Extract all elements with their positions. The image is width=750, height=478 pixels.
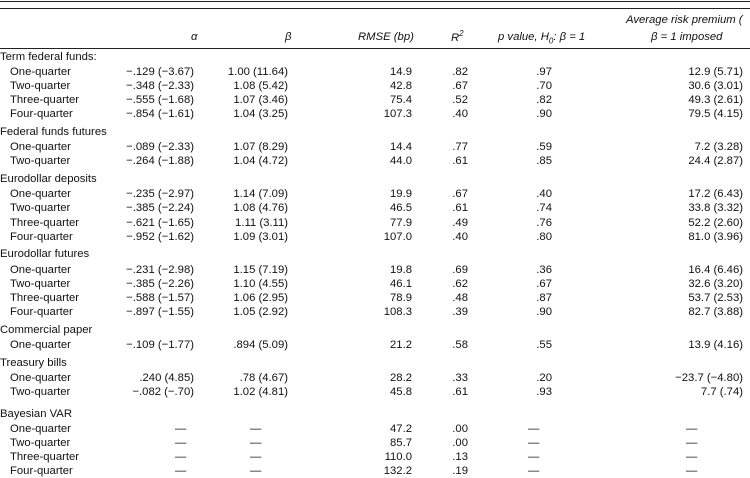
cell-r2: .19 xyxy=(452,464,468,477)
cell-r2: .00 xyxy=(452,436,468,449)
row-label: Four-quarter xyxy=(10,305,73,318)
cell-beta: 1.05 (2.92) xyxy=(233,305,288,318)
row-label: Two-quarter xyxy=(10,385,71,398)
table-row xyxy=(0,93,750,107)
cell-premium: 12.9 (5.71) xyxy=(688,66,743,79)
cell-premium: 81.0 (3.96) xyxy=(688,230,743,243)
cell-pvalue: .74 xyxy=(536,202,552,215)
section-title: Eurodollar deposits xyxy=(0,173,97,186)
table-row xyxy=(0,385,750,399)
cell-beta: — xyxy=(250,436,262,449)
row-label: Two-quarter xyxy=(10,80,71,93)
cell-alpha: −.235 (−2.97) xyxy=(126,188,194,201)
cell-beta: 1.08 (5.42) xyxy=(233,80,288,93)
row-label: Four-quarter xyxy=(10,464,73,477)
section-title: Federal funds futures xyxy=(0,126,107,139)
cell-alpha: — xyxy=(175,450,187,463)
header-alpha: α xyxy=(191,31,198,43)
header-r2 xyxy=(451,29,464,44)
cell-pvalue: .36 xyxy=(536,263,552,276)
cell-r2: .40 xyxy=(452,230,468,243)
cell-rmse: 110.0 xyxy=(384,450,412,463)
cell-alpha: −.854 (−1.61) xyxy=(126,108,194,121)
table-row xyxy=(0,338,750,352)
cell-rmse: 46.5 xyxy=(390,202,412,215)
cell-beta: .894 (5.09) xyxy=(233,338,288,351)
cell-beta: 1.02 (4.81) xyxy=(233,385,288,398)
row-label: One-quarter xyxy=(10,371,71,384)
top-rule-2 xyxy=(0,8,750,9)
row-label: Two-quarter xyxy=(10,436,71,449)
table-row xyxy=(0,450,750,464)
cell-alpha: −.555 (−1.68) xyxy=(126,94,194,107)
cell-premium: 79.5 (4.15) xyxy=(688,108,743,121)
cell-rmse: 75.4 xyxy=(390,94,412,107)
cell-r2: .33 xyxy=(452,371,468,384)
table-row xyxy=(0,154,750,168)
header-pvalue-pre: p value, H xyxy=(498,31,549,43)
cell-beta: 1.11 (3.11) xyxy=(235,216,288,229)
top-rule-1 xyxy=(0,1,750,2)
cell-r2: .62 xyxy=(452,277,468,290)
cell-pvalue: .40 xyxy=(536,188,552,201)
header-pvalue-post: : β = 1 xyxy=(553,31,586,43)
cell-alpha: .240 (4.85) xyxy=(139,371,194,384)
cell-alpha: −.385 (−2.26) xyxy=(126,277,194,290)
cell-premium: — xyxy=(686,450,698,463)
cell-premium: 33.8 (3.32) xyxy=(688,202,743,215)
cell-rmse: 132.2 xyxy=(383,464,412,477)
cell-premium: — xyxy=(686,436,698,449)
cell-rmse: 44.0 xyxy=(390,155,412,168)
cell-r2: .61 xyxy=(452,202,468,215)
cell-premium: 82.7 (3.88) xyxy=(688,305,743,318)
cell-r2: .39 xyxy=(452,305,468,318)
cell-r2: .82 xyxy=(452,66,468,79)
cell-rmse: 77.9 xyxy=(390,216,412,229)
cell-premium: 52.2 (2.60) xyxy=(688,216,743,229)
row-label: One-quarter xyxy=(10,263,71,276)
cell-premium: 49.3 (2.61) xyxy=(688,94,743,107)
cell-premium: — xyxy=(686,464,698,477)
cell-premium: 32.6 (3.20) xyxy=(688,277,743,290)
cell-r2: .00 xyxy=(452,422,468,435)
header-premium-line2: β = 1 imposed xyxy=(651,31,723,43)
cell-rmse: 78.9 xyxy=(390,291,412,304)
cell-pvalue: .97 xyxy=(536,66,552,79)
table-row xyxy=(0,291,750,305)
cell-r2: .40 xyxy=(452,108,468,121)
table-row xyxy=(0,140,750,154)
header-premium-line1: Average risk premium ( xyxy=(626,14,743,26)
cell-pvalue: — xyxy=(528,450,540,463)
table-row xyxy=(0,277,750,291)
table-row xyxy=(0,187,750,201)
cell-rmse: 14.9 xyxy=(390,66,412,79)
cell-premium: 30.6 (3.01) xyxy=(688,80,743,93)
row-label: Two-quarter xyxy=(10,277,71,290)
cell-premium: 13.9 (4.16) xyxy=(688,338,743,351)
header-rule xyxy=(0,48,750,49)
row-label: One-quarter xyxy=(10,422,71,435)
cell-pvalue: .70 xyxy=(536,80,552,93)
cell-pvalue: .67 xyxy=(536,277,552,290)
table-row xyxy=(0,201,750,215)
cell-alpha: −.952 (−1.62) xyxy=(126,230,194,243)
table-row xyxy=(0,371,750,385)
cell-r2: .58 xyxy=(452,338,468,351)
cell-r2: .49 xyxy=(452,216,468,229)
row-label: Two-quarter xyxy=(10,155,71,168)
cell-pvalue: .90 xyxy=(536,305,552,318)
cell-alpha: — xyxy=(175,422,187,435)
cell-premium: 53.7 (2.53) xyxy=(688,291,743,304)
header-rmse: RMSE (bp) xyxy=(358,31,414,43)
cell-pvalue: .20 xyxy=(536,371,552,384)
cell-rmse: 47.2 xyxy=(390,422,412,435)
cell-rmse: 46.1 xyxy=(390,277,412,290)
cell-premium: — xyxy=(686,422,698,435)
cell-beta: 1.15 (7.19) xyxy=(233,263,288,276)
cell-r2: .52 xyxy=(452,94,468,107)
cell-beta: 1.04 (3.25) xyxy=(233,108,288,121)
section-title: Term federal funds: xyxy=(0,51,97,63)
cell-alpha: — xyxy=(175,436,187,449)
cell-pvalue: .93 xyxy=(536,385,552,398)
cell-rmse: 21.2 xyxy=(390,338,412,351)
cell-alpha: −.621 (−1.65) xyxy=(126,216,194,229)
table-row xyxy=(0,230,750,244)
cell-pvalue: — xyxy=(528,422,540,435)
row-label: Three-quarter xyxy=(10,450,80,463)
cell-r2: .67 xyxy=(452,80,468,93)
cell-pvalue: .87 xyxy=(536,291,552,304)
cell-rmse: 108.3 xyxy=(383,305,412,318)
cell-alpha: −.231 (−2.98) xyxy=(126,263,194,276)
cell-alpha: −.129 (−3.67) xyxy=(126,66,194,79)
cell-rmse: 28.2 xyxy=(390,371,412,384)
section-title: Bayesian VAR xyxy=(0,407,73,420)
cell-beta: — xyxy=(250,464,262,477)
header-beta: β xyxy=(285,31,292,43)
row-label: One-quarter xyxy=(10,338,71,351)
row-label: Three-quarter xyxy=(10,291,80,304)
cell-r2: .77 xyxy=(452,141,468,154)
cell-alpha: — xyxy=(175,464,187,477)
cell-alpha: −.385 (−2.24) xyxy=(126,202,194,215)
row-label: One-quarter xyxy=(10,141,71,154)
cell-premium: 17.2 (6.43) xyxy=(688,188,743,201)
cell-pvalue: — xyxy=(528,436,540,449)
cell-rmse: 107.3 xyxy=(383,108,412,121)
row-label: Four-quarter xyxy=(10,230,73,243)
header-r2-base: R xyxy=(451,31,460,44)
cell-rmse: 107.0 xyxy=(383,230,412,243)
table-row xyxy=(0,79,750,93)
cell-pvalue: .85 xyxy=(536,155,552,168)
cell-premium: 16.4 (6.46) xyxy=(688,263,743,276)
cell-beta: 1.00 (11.64) xyxy=(227,66,288,79)
cell-premium: 7.7 (.74) xyxy=(700,385,743,398)
cell-rmse: 14.4 xyxy=(390,141,412,154)
cell-premium: −23.7 (−4.80) xyxy=(675,371,743,384)
row-label: Four-quarter xyxy=(10,108,73,121)
table-row xyxy=(0,305,750,319)
row-label: Two-quarter xyxy=(10,202,71,215)
cell-alpha: −.897 (−1.55) xyxy=(126,305,194,318)
section-title: Treasury bills xyxy=(0,356,67,369)
cell-r2: .13 xyxy=(452,450,468,463)
cell-beta: 1.07 (3.46) xyxy=(233,94,288,107)
cell-r2: .48 xyxy=(452,291,468,304)
cell-r2: .61 xyxy=(452,155,468,168)
cell-pvalue: .55 xyxy=(536,338,552,351)
cell-pvalue: .59 xyxy=(536,141,552,154)
header-r2-sup: 2 xyxy=(459,29,464,38)
table-row xyxy=(0,436,750,450)
cell-premium: 7.2 (3.28) xyxy=(694,141,743,154)
cell-pvalue: .80 xyxy=(536,230,552,243)
cell-alpha: −.264 (−1.88) xyxy=(126,155,194,168)
cell-beta: 1.08 (4.76) xyxy=(233,202,288,215)
cell-premium: 24.4 (2.87) xyxy=(688,155,743,168)
section-title: Eurodollar futures xyxy=(0,248,90,261)
cell-beta: 1.04 (4.72) xyxy=(233,155,288,168)
cell-beta: 1.09 (3.01) xyxy=(233,230,288,243)
cell-pvalue: .76 xyxy=(536,216,552,229)
cell-pvalue: — xyxy=(528,464,540,477)
cell-r2: .67 xyxy=(452,188,468,201)
cell-r2: .61 xyxy=(452,385,468,398)
cell-alpha: −.109 (−1.77) xyxy=(126,338,194,351)
row-label: One-quarter xyxy=(10,188,71,201)
cell-rmse: 85.7 xyxy=(390,436,412,449)
cell-beta: — xyxy=(250,422,262,435)
cell-rmse: 45.8 xyxy=(390,385,412,398)
table-row xyxy=(0,422,750,436)
table-row xyxy=(0,107,750,121)
cell-rmse: 19.9 xyxy=(390,188,412,201)
cell-r2: .69 xyxy=(452,263,468,276)
cell-pvalue: .82 xyxy=(536,94,552,107)
row-label: Three-quarter xyxy=(10,216,80,229)
cell-beta: 1.07 (8.29) xyxy=(233,141,288,154)
cell-beta: .78 (4.67) xyxy=(239,371,288,384)
table-row xyxy=(0,263,750,277)
row-label: Three-quarter xyxy=(10,94,80,107)
cell-alpha: −.082 (−.70) xyxy=(132,385,194,398)
header-pvalue xyxy=(498,31,585,45)
cell-beta: — xyxy=(250,450,262,463)
cell-alpha: −.588 (−1.57) xyxy=(126,291,194,304)
cell-alpha: −.089 (−2.33) xyxy=(126,141,194,154)
cell-alpha: −.348 (−2.33) xyxy=(126,80,194,93)
section-title: Commercial paper xyxy=(0,323,93,336)
table-row xyxy=(0,464,750,478)
row-label: One-quarter xyxy=(10,66,71,79)
header-pvalue-sub: 0 xyxy=(548,36,554,46)
cell-beta: 1.06 (2.95) xyxy=(233,291,288,304)
cell-rmse: 42.8 xyxy=(390,80,412,93)
table-row xyxy=(0,216,750,230)
cell-rmse: 19.8 xyxy=(390,263,412,276)
cell-beta: 1.14 (7.09) xyxy=(233,188,288,201)
cell-pvalue: .90 xyxy=(536,108,552,121)
table-row xyxy=(0,65,750,79)
cell-beta: 1.10 (4.55) xyxy=(233,277,288,290)
